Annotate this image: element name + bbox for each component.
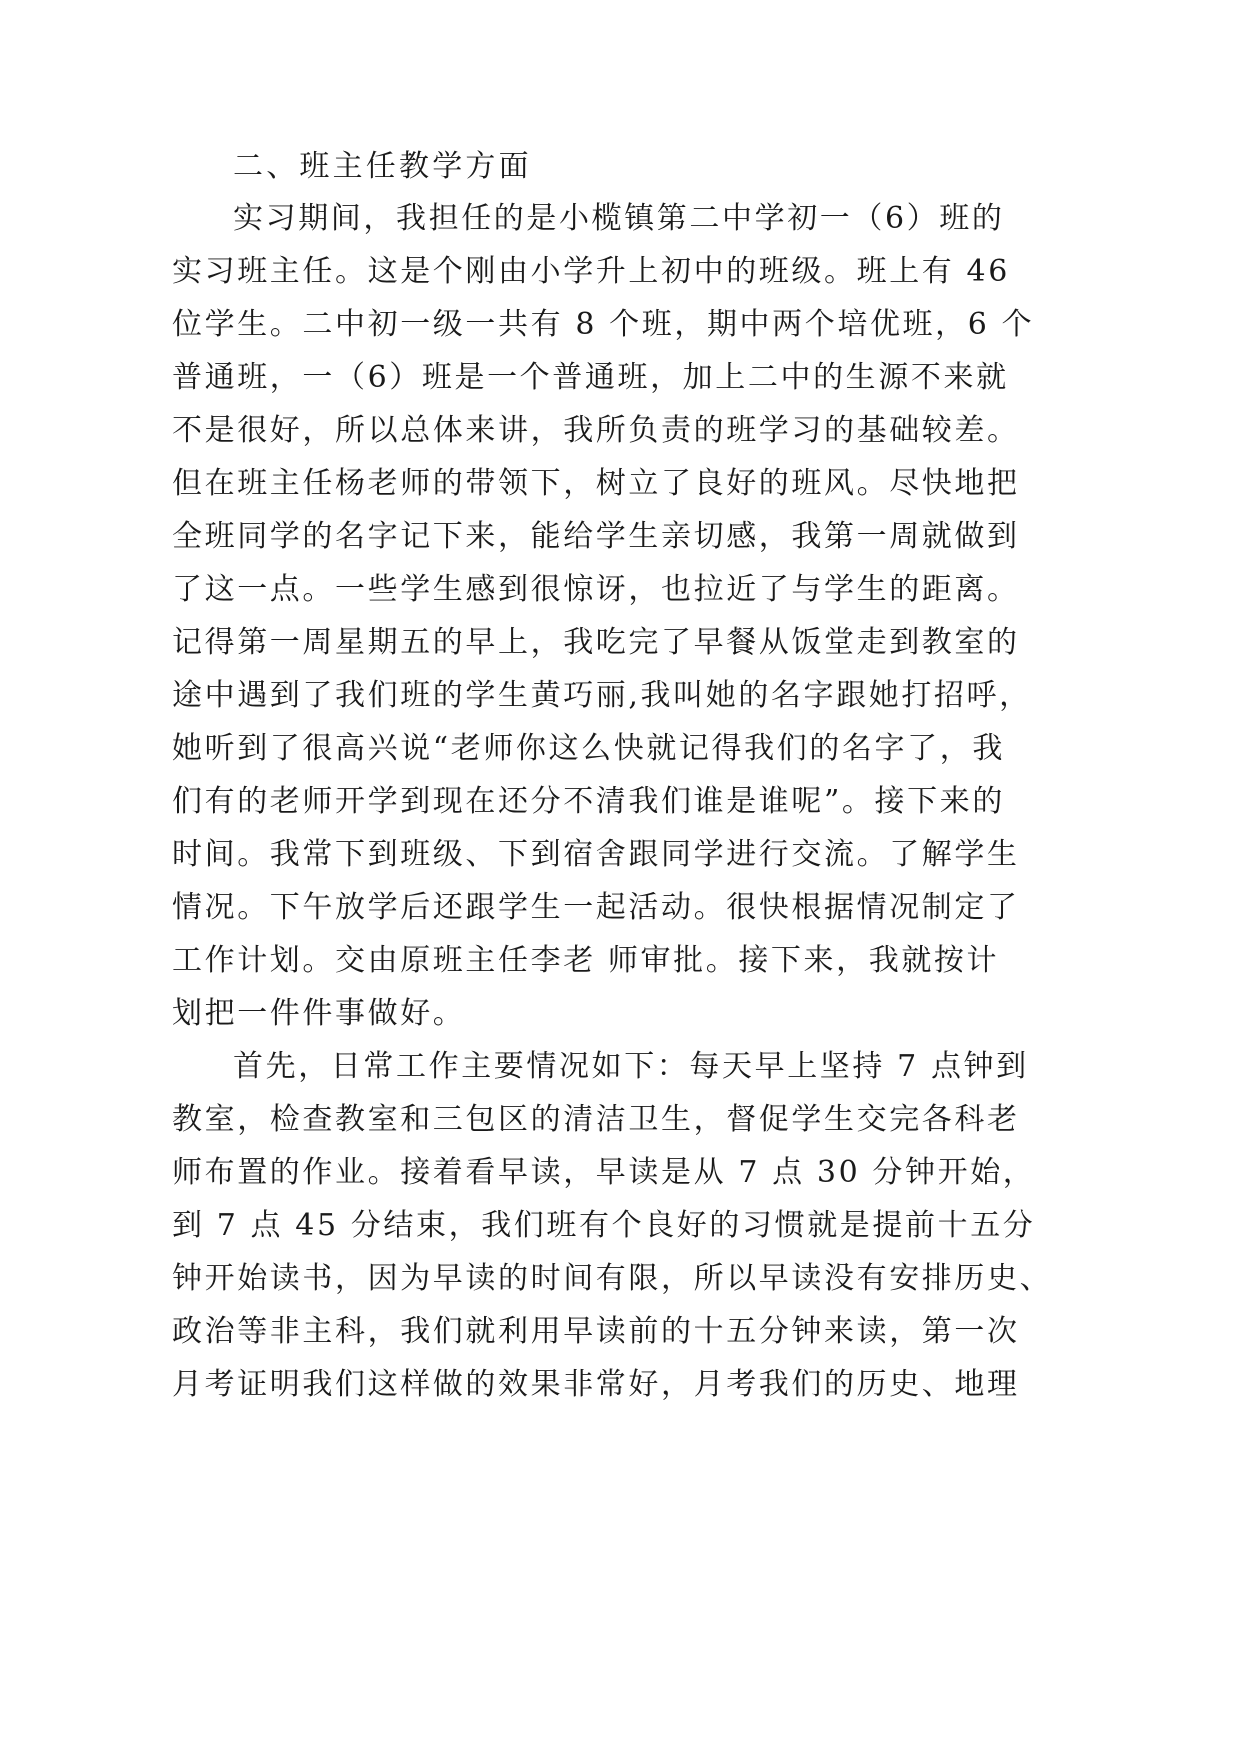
paragraph-2-line-6: 政治等非主科，我们就利用早读前的十五分钟来读，第一次: [172, 1314, 1020, 1349]
paragraph-2-line-1: 首先，日常工作主要情况如下：每天早上坚持 7 点钟到: [233, 1049, 1029, 1084]
paragraph-1-line-3: 位学生。二中初一级一共有 8 个班，期中两个培优班，6 个: [172, 307, 1035, 342]
paragraph-1-line-16: 划把一件件事做好。: [172, 996, 466, 1031]
paragraph-1-line-13: 时间。我常下到班级、下到宿舍跟同学进行交流。了解学生: [172, 837, 1020, 872]
paragraph-2-line-5: 钟开始读书，因为早读的时间有限，所以早读没有安排历史、: [172, 1261, 1053, 1296]
paragraph-1-line-5: 不是很好，所以总体来讲，我所负责的班学习的基础较差。: [172, 413, 1020, 448]
section-heading: 二、班主任教学方面: [233, 149, 532, 184]
paragraph-2-line-2: 教室，检查教室和三包区的清洁卫生，督促学生交完各科老: [172, 1102, 1020, 1137]
paragraph-2-line-4: 到 7 点 45 分结束，我们班有个良好的习惯就是提前十五分: [172, 1208, 1036, 1243]
paragraph-1-line-8: 了这一点。一些学生感到很惊讶，也拉近了与学生的距离。: [172, 572, 1020, 607]
paragraph-1-line-6: 但在班主任杨老师的带领下，树立了良好的班风。尽快地把: [172, 466, 1020, 501]
paragraph-1-line-10: 途中遇到了我们班的学生黄巧丽,我叫她的名字跟她打招呼，: [172, 678, 1032, 713]
paragraph-2-line-7: 月考证明我们这样做的效果非常好，月考我们的历史、地理: [172, 1367, 1020, 1402]
paragraph-1-line-11: 她听到了很高兴说“老师你这么快就记得我们的名字了，我: [172, 731, 1005, 766]
paragraph-1-line-9: 记得第一周星期五的早上，我吃完了早餐从饭堂走到教室的: [172, 625, 1020, 660]
paragraph-1-line-15: 工作计划。交由原班主任李老 师审批。接下来，我就按计: [172, 943, 1000, 978]
paragraph-1-line-4: 普通班，一（6）班是一个普通班，加上二中的生源不来就: [172, 360, 1009, 395]
paragraph-1-line-14: 情况。下午放学后还跟学生一起活动。很快根据情况制定了: [172, 890, 1020, 925]
paragraph-1-line-12: 们有的老师开学到现在还分不清我们谁是谁呢”。接下来的: [172, 784, 1005, 819]
paragraph-1-line-7: 全班同学的名字记下来，能给学生亲切感，我第一周就做到: [172, 519, 1020, 554]
paragraph-1-line-1: 实习期间，我担任的是小榄镇第二中学初一（6）班的: [233, 201, 1005, 236]
paragraph-2-line-3: 师布置的作业。接着看早读，早读是从 7 点 30 分钟开始，: [172, 1155, 1036, 1190]
paragraph-1-line-2: 实习班主任。这是个刚由小学升上初中的班级。班上有 46: [172, 254, 1010, 289]
